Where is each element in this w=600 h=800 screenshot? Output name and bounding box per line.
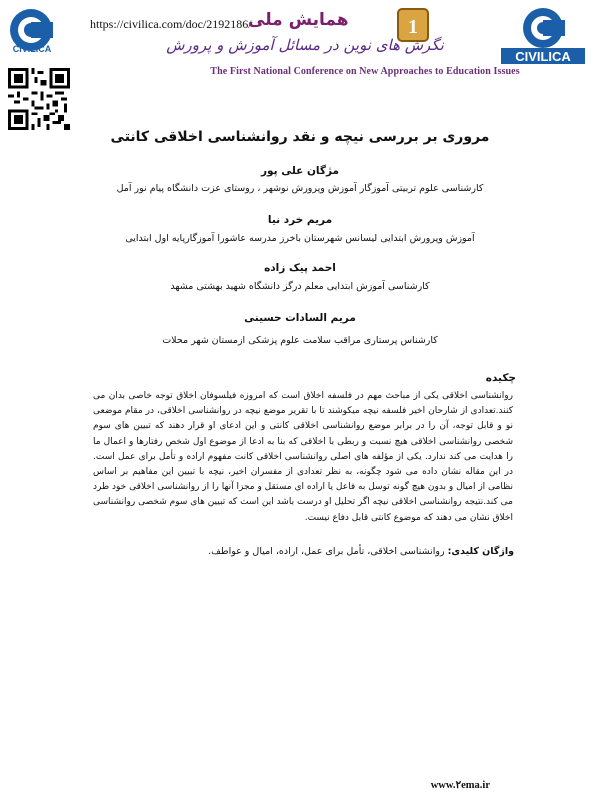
keywords (120, 546, 514, 557)
keywords-list: روانشناسی اخلاقی، تأمل برای عمل، اراده، امیال و عواطف. (208, 546, 448, 557)
qr-code-icon[interactable] (8, 68, 70, 130)
author-affiliation: کارشناسی علوم تربیتی آموزگار آموزش وپرورش نوشهر ، روستای عزت دانشگاه پیام نور آمل (116, 183, 484, 194)
civilica-logo-right-text: CIVILICA (515, 49, 571, 64)
footer-site-link[interactable]: www.۲ema.ir (430, 780, 490, 791)
author-affiliation: کارشناس پرستاری مراقب سلامت علوم پزشکی ازمستان شهر محلات (162, 335, 438, 346)
civilica-logo-left-text: CIVILICA (12, 44, 52, 54)
author-affiliation: کارشناسی آموزش ابتدایی معلم درگز دانشگاه شهید بهشتی مشهد (170, 281, 430, 292)
abstract-heading: چکیده (485, 372, 516, 384)
keywords-label: واژگان کلیدی: (447, 546, 514, 557)
civilica-logo-right (495, 4, 591, 66)
abstract-body: روانشناسی اخلاقی یکی از مباحث مهم در فلسفه اخلاق است که امروزه فیلسوفان اخلاق توجه خاصی بدان می کنند.تعدادی از شارحان اخیر فلسفه نیچه میکوشند تا با تقریر موضع نیچه در روانشناسی اخلاقی، در مقام موضعی نو و قابل توجه، آن را در برابر موضع روانشناسی اخلاقی کانتی و این ادعای او قرار دهند که تبیین های سوم شخصی روانشناسی اخلاقی هیچ نسبت و ربطی با اخلاقی که بنا به ادعا از موضوع اول شخص رفتارها و اعمال ما را هدایت می کند ندارد. یکی از مؤلفه های اصلی روانشناسی اخلاقی کانت مفهوم اراده و تأمل برای عمل است. در این مقاله نشان داده می شود چگونه، به نظر تعدادی از مفسران اخیر، نیچه با تبیین این مفاهیم بر اساس نظامی از امیال و بدون هیچ گونه توسل به فاعل یا اراده ای مستقل و مجزا آنها را از روانشناسی اخلاقی خود طرد می کند.نتیجه روانشناسی اخلاقی نیچه اگر تحلیل او درست باشد این است که تبیین های سوم شخصی روانشناسی اخلاق نشان می دهند که موضوع کانتی قابل دفاع نیست. (93, 391, 513, 523)
document-url[interactable]: https://civilica.com/doc/2192186/ (90, 17, 252, 31)
conference-emblem-number: 1 (408, 16, 418, 38)
author-name: مریم خرد نیا (267, 214, 333, 226)
conference-banner-english: The First National Conference on New Approaches to Education Issues (210, 66, 520, 77)
author-name: مریم السادات حسینی (244, 312, 356, 324)
conference-banner-subtitle: نگرش های نوین در مسائل آموزش و پرورش (166, 36, 444, 54)
author-name: احمد پیک زاده (264, 262, 336, 274)
conference-banner-title: همایش ملی (248, 10, 349, 30)
author-affiliation: آموزش وپرورش ابتدایی لیسانس شهرستان باخرز مدرسه عاشورا آموزگارپایه اول ابتدایی (125, 233, 475, 244)
paper-title: مروری بر بررسی نیچه و نقد روانشناسی اخلاقی کانتی (110, 129, 490, 145)
author-name: مژگان علی پور (260, 165, 339, 177)
